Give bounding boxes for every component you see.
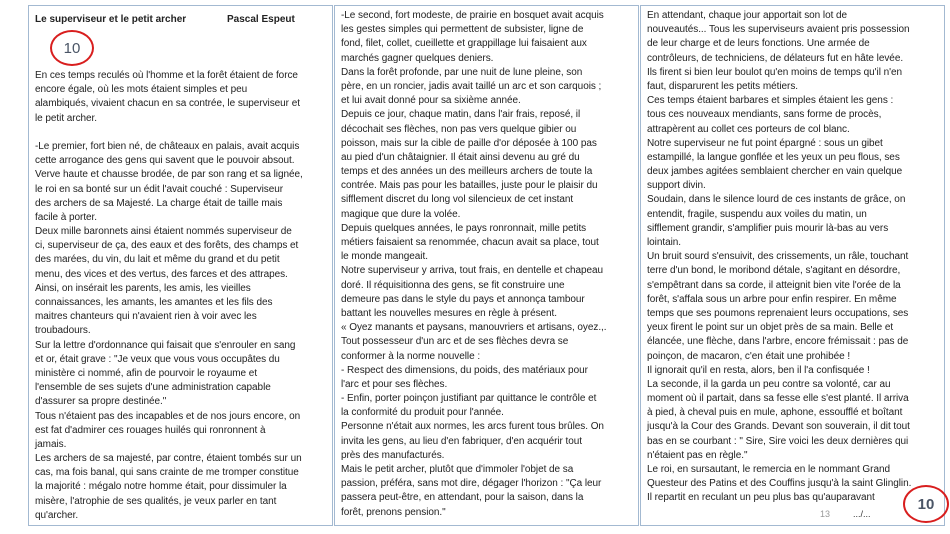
text-line: Depuis ce jour, chaque matin, dans l'air frais, reposé, il bbox=[341, 109, 581, 121]
text-line: yeux firent le point sur un objet près de sa main. Belle et bbox=[647, 322, 894, 334]
text-line: deux jambes agitées semblaient chercher en vain quelque bbox=[647, 166, 903, 178]
text-line: des marées, du vin, du lait et même du grand et du petit bbox=[35, 254, 280, 266]
text-line: ministère ci nommé, afin de pourvoir le royaume et bbox=[35, 367, 258, 379]
text-line: Personne n'était aux normes, les arcs furent tous brûles. On bbox=[341, 421, 604, 433]
column-text bbox=[647, 9, 942, 506]
text-line: cas, ma fois banal, qui sans crainte de me tromper constitue bbox=[35, 467, 299, 479]
text-line: entendit, fragile, suspendu aux voiles du matin, un bbox=[647, 208, 867, 220]
text-line: connaissances, les amants, les amantes et les fils des bbox=[35, 297, 273, 308]
text-line: lointain. bbox=[647, 237, 682, 248]
text-line: - Enfin, porter poinçon justifiant par quittance le contrôle et bbox=[341, 393, 597, 405]
text-line bbox=[35, 126, 330, 140]
text-line: faut, disparurent les petits métiers. bbox=[647, 80, 798, 92]
text-line: En attendant, chaque jour apportait son lot de bbox=[647, 10, 848, 21]
text-line: les gestes simples qui permettent de subsister, ligne de bbox=[341, 24, 584, 36]
text-line: conformer à la norme nouvelle : bbox=[341, 350, 481, 362]
text-line: Verve haute et chausse brodée, de par son rang et sa lignée, bbox=[35, 169, 303, 181]
text-line: demeure pas dans le style du pays et annonça tambour bbox=[341, 293, 585, 305]
text-line: passion, préféra, sans mot dire, dégager l'horizon : "Ça leur bbox=[341, 478, 602, 490]
text-line: attrapèrent au collet ces porteurs de col blanc. bbox=[647, 123, 850, 135]
text-line: nouveautés... Tous les superviseurs avaient pris possession bbox=[647, 24, 910, 36]
text-line: poisson, mais sur la cible de paille d'or déposée à 100 pas bbox=[341, 137, 597, 149]
text-line: Le roi, en sursautant, le remercia en le nommant Grand bbox=[647, 464, 890, 475]
text-line: En ces temps reculés où l'homme et la forêt étaient de force bbox=[35, 70, 298, 81]
text-line: alambiqués, vivaient chacun en sa contrée, le superviseur et bbox=[35, 98, 300, 110]
text-line: contrôleurs, de techniciens, de délateurs fut en hâte levée. bbox=[647, 52, 904, 64]
text-line: passera peut-être, en attendant, pour la saison, dans la bbox=[341, 492, 584, 504]
text-line: sifflement grandir, s'amplifier puis mourir là-bas au vers bbox=[647, 222, 889, 234]
text-line: moment où il partait, dans sa fesse elle s'est planté. Il arriva bbox=[647, 393, 909, 405]
text-line: jamais. bbox=[35, 438, 67, 450]
text-line: l'ensemble de ses sujets d'une administration capable bbox=[35, 382, 271, 394]
text-line: facile à porter. bbox=[35, 211, 98, 223]
text-line: Dans la forêt profonde, par une nuit de lune pleine, son bbox=[341, 66, 583, 78]
text-line: qu'archer. bbox=[35, 509, 79, 521]
text-line: et or, était grave : "Je veux que vous vous occupâtes du bbox=[35, 353, 280, 365]
column-text bbox=[35, 69, 330, 523]
text-line: Notre superviseur ne fut point épargné : sous un gibet bbox=[647, 137, 883, 149]
text-line: père, en un roncier, jadis avait taillé un arc et son carquois ; bbox=[341, 80, 602, 92]
text-line: terre d'un bond, le moribond détale, s'agitant en désordre, bbox=[647, 265, 901, 277]
text-line: le monde mangeait. bbox=[341, 251, 428, 263]
text-line: et lui avait donné pour sa sixième année. bbox=[341, 95, 521, 107]
text-line: forêt, prenons pension." bbox=[341, 506, 446, 518]
text-line: le petit archer. bbox=[35, 112, 98, 124]
text-line: des archers de sa Majesté. La charge était de taille mais bbox=[35, 197, 283, 209]
text-line: - Respect des dimensions, du poids, des matériaux pour bbox=[341, 364, 588, 376]
text-line: support divin. bbox=[647, 180, 706, 192]
text-line: temps que ses poumons reprenaient leurs occupations, ses bbox=[647, 307, 909, 319]
text-line: ci, superviseur de ça, des eaux et des forêts, des champs et bbox=[35, 240, 299, 252]
text-line: troubadours. bbox=[35, 325, 91, 337]
text-line: -Le premier, fort bien né, de châteaux en palais, avait acquis bbox=[35, 140, 300, 152]
text-line: Notre superviseur y arriva, tout frais, en dentelle et chapeau bbox=[341, 265, 604, 277]
text-line: Depuis quelques années, le pays ronronnait, mille petits bbox=[341, 222, 587, 234]
text-line: poinçon, de macaron, c'en était une prohibée ! bbox=[647, 350, 851, 362]
text-line: décochait ses flèches, non pas vers quelque gibier ou bbox=[341, 123, 577, 135]
text-line: Ainsi, on insérait les parents, les amis, les vieilles bbox=[35, 282, 251, 294]
text-line: n'étaient pas en règle." bbox=[647, 449, 748, 461]
text-line: doré. Il réquisitionna des gens, se fit construire une bbox=[341, 279, 565, 291]
text-line: s'empêtrant dans sa corde, il atteignit bien vite l'orée de la bbox=[647, 279, 901, 291]
text-line: Les archers de sa majesté, par contre, étaient tombés sur un bbox=[35, 453, 302, 465]
text-column-1 bbox=[28, 5, 333, 526]
text-line: cette arrogance des gens qui savent que le pouvoir absout. bbox=[35, 155, 295, 167]
text-line: estampillé, la langue gonflée et les yeux un peu flous, ses bbox=[647, 151, 900, 163]
text-line: Sur la lettre d'ordonnance qui faisait que s'enrouler en sang bbox=[35, 339, 296, 351]
text-line: Un bruit sourd s'ensuivit, des crissements, un râle, touchant bbox=[647, 251, 909, 263]
page-number: 13 bbox=[820, 509, 831, 519]
text-line: métiers faisaient sa renommée, chacun avait sa place, tout bbox=[341, 237, 599, 248]
text-line: misère, l'atrophie de ses qualités, je veux parler en tant bbox=[35, 495, 277, 507]
text-line: la conformité du produit pour l'année. bbox=[341, 407, 504, 419]
author-name: Pascal Espeut bbox=[227, 14, 295, 25]
text-line: maitres chanteurs qui n'avaient rien à voir avec les bbox=[35, 311, 257, 323]
text-line: Tous n'étaient pas des incapables et de nos jours encore, on bbox=[35, 410, 301, 422]
continued-marker: .../... bbox=[853, 509, 871, 519]
text-line: l'arc et pour ses flèches. bbox=[341, 378, 448, 390]
text-line: forêt, s'affala sous un arbre pour enfin respirer. En même bbox=[647, 293, 897, 305]
text-line: marchés gagner quelques deniers. bbox=[341, 52, 494, 64]
text-line: le roi en sa bonté sur un édit l'avait couché : Superviseur bbox=[35, 183, 283, 195]
text-line: menu, des vices et des vertus, des farces et des attrapes. bbox=[35, 268, 288, 280]
text-line: à pied, à cheval puis en mule, aphone, essoufflé et boîtant bbox=[647, 407, 903, 419]
text-column-3 bbox=[640, 5, 945, 526]
story-title: Le superviseur et le petit archer bbox=[35, 14, 187, 25]
text-line: fond, filet, collet, cueillette et grappillage lui faisaient aux bbox=[341, 38, 587, 50]
column-text bbox=[341, 9, 636, 520]
text-line: tous ces nouveaux mendiants, sans forme de procès, bbox=[647, 109, 882, 121]
text-line: Ils firent si bien leur boulot qu'en moins de temps qu'il n'en bbox=[647, 66, 902, 78]
text-line: Tout possesseur d'un arc et de ses flèches devra se bbox=[341, 336, 569, 348]
text-line: jusqu'à la Cour des Grands. Devant son souverain, il dit tout bbox=[647, 421, 910, 433]
text-line: contrée. Mais pas pour les batailles, juste pour le plaisir du bbox=[341, 180, 598, 192]
text-line: de leur charge et de leurs fonctions. Une armée de bbox=[647, 38, 870, 50]
text-line: est fat d'admirer ces rouages huilés qui ronronnent à bbox=[35, 424, 266, 436]
text-line: Soudain, dans le silence lourd de ces instants de grâce, on bbox=[647, 194, 906, 206]
text-line: Il ignorait qu'il en resta, alors, ben il l'a confisquée ! bbox=[647, 364, 870, 376]
text-line: « Oyez manants et paysans, manouvriers et artisans, oyez.,. bbox=[341, 322, 607, 334]
text-line: près des manufacturés. bbox=[341, 449, 445, 461]
text-line: Deux mille baronnets ainsi étaient nommés superviseur de bbox=[35, 226, 292, 238]
text-line: sifflement discret du long vol silencieux de cet instant bbox=[341, 194, 574, 206]
text-line: élancée, une flèche, dans l'arbre, encore frémissait : pas de bbox=[647, 336, 909, 348]
text-line: encore égale, où les mots étaient simples et peu bbox=[35, 84, 248, 96]
text-line: bas en se courbant : " Sire, Sire voici les deux dernières qui bbox=[647, 435, 909, 447]
text-line: Questeur des Patins et des Couffins jusqu'à la saint Glinglin. bbox=[647, 478, 912, 490]
text-column-2 bbox=[334, 5, 639, 526]
text-line: La seconde, il la garda un peu contre sa volonté, car au bbox=[647, 378, 891, 390]
text-line: Mais le petit archer, plutôt que d'immoler l'objet de sa bbox=[341, 464, 574, 475]
circled-number-badge-bottom: 10 bbox=[903, 485, 949, 523]
text-line: invita les gens, au lieu d'en fabriquer, d'en acquérir tout bbox=[341, 435, 583, 447]
text-line: -Le second, fort modeste, de prairie en bosquet avait acquis bbox=[341, 10, 604, 21]
text-line: au pied d'un châtaignier. Il était ainsi devenu au gré du bbox=[341, 151, 580, 163]
text-line: magique que dure la volée. bbox=[341, 208, 461, 220]
text-line: battant les nouvelles mesures en règle à présent. bbox=[341, 307, 558, 319]
text-line: temps et des années un des meilleurs archers de toute la bbox=[341, 166, 593, 178]
text-line: la majorité : mégalo notre homme était, pour dissimuler la bbox=[35, 481, 287, 493]
text-line: Ces temps étaient barbares et simples étaient les gens : bbox=[647, 95, 894, 107]
circled-number-badge: 10 bbox=[50, 30, 94, 66]
text-line: Il repartit en reculant un peu plus bas qu'auparavant bbox=[647, 492, 875, 504]
text-line: d'assurer sa propre destinée." bbox=[35, 396, 167, 408]
